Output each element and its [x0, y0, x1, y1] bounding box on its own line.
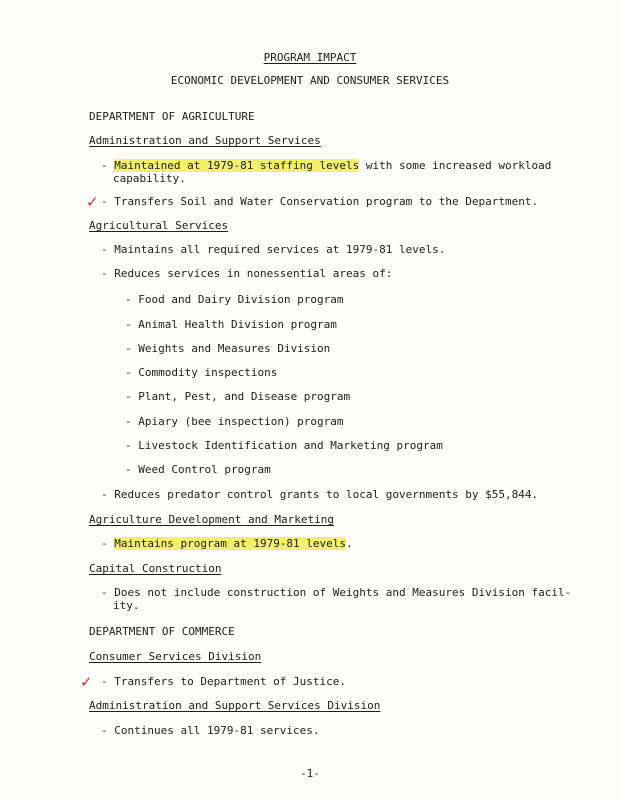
subitem-plant-pest: - Plant, Pest, and Disease program: [125, 390, 351, 403]
section-agricultural-services: Agricultural Services: [89, 219, 229, 232]
capital-item-cont: ity.: [113, 599, 140, 612]
page-subtitle: ECONOMIC DEVELOPMENT AND CONSUMER SERVICES: [170, 74, 450, 87]
page-title: PROGRAM IMPACT: [263, 51, 357, 64]
subitem-livestock: - Livestock Identification and Marketing program: [125, 439, 443, 452]
dept-commerce-heading: DEPARTMENT OF COMMERCE: [89, 625, 235, 638]
services-item-maintains: - Maintains all required services at 1979-81 levels.: [101, 243, 446, 256]
red-check-icon: ✓: [86, 193, 99, 211]
subitem-animal-health: - Animal Health Division program: [125, 318, 337, 331]
admin-item-staffing-cont: capability.: [113, 172, 186, 185]
highlight-staffing: Maintained at 1979-81 staffing levels: [114, 159, 360, 172]
capital-item: - Does not include construction of Weights and Measures Division facil-: [101, 586, 572, 599]
subitem-apiary: - Apiary (bee inspection) program: [125, 415, 344, 428]
section-consumer-services: Consumer Services Division: [89, 650, 262, 663]
subitem-commodity: - Commodity inspections: [125, 366, 278, 379]
section-development-marketing: Agriculture Development and Marketing: [89, 513, 335, 526]
admin-item-transfer-soil: - Transfers Soil and Water Conservation program to the Department.: [101, 195, 539, 208]
highlight-development: Maintains program at 1979-81 levels: [114, 537, 347, 550]
development-item-maintains: - Maintains program at 1979-81 levels.: [101, 537, 353, 550]
services-item-predator: - Reduces predator control grants to local governments by $55,844.: [101, 488, 539, 501]
page-number: -1-: [300, 767, 320, 780]
subitem-weights-measures: - Weights and Measures Division: [125, 342, 331, 355]
section-admin-support-division: Administration and Support Services Division: [89, 699, 381, 712]
red-check-icon: ✓: [80, 673, 93, 691]
section-admin-support: Administration and Support Services: [89, 134, 321, 147]
subitem-weed-control: - Weed Control program: [125, 463, 271, 476]
dept-agriculture-heading: DEPARTMENT OF AGRICULTURE: [89, 110, 255, 123]
section-capital-construction: Capital Construction: [89, 562, 222, 575]
services-item-reduces: - Reduces services in nonessential areas of:: [101, 267, 393, 280]
subitem-food-dairy: - Food and Dairy Division program: [125, 293, 344, 306]
commerce-admin-item: - Continues all 1979-81 services.: [101, 724, 320, 737]
consumer-item-transfers: - Transfers to Department of Justice.: [101, 675, 347, 688]
admin-item-staffing: - Maintained at 1979-81 staffing levels with some increased workload: [101, 159, 552, 172]
